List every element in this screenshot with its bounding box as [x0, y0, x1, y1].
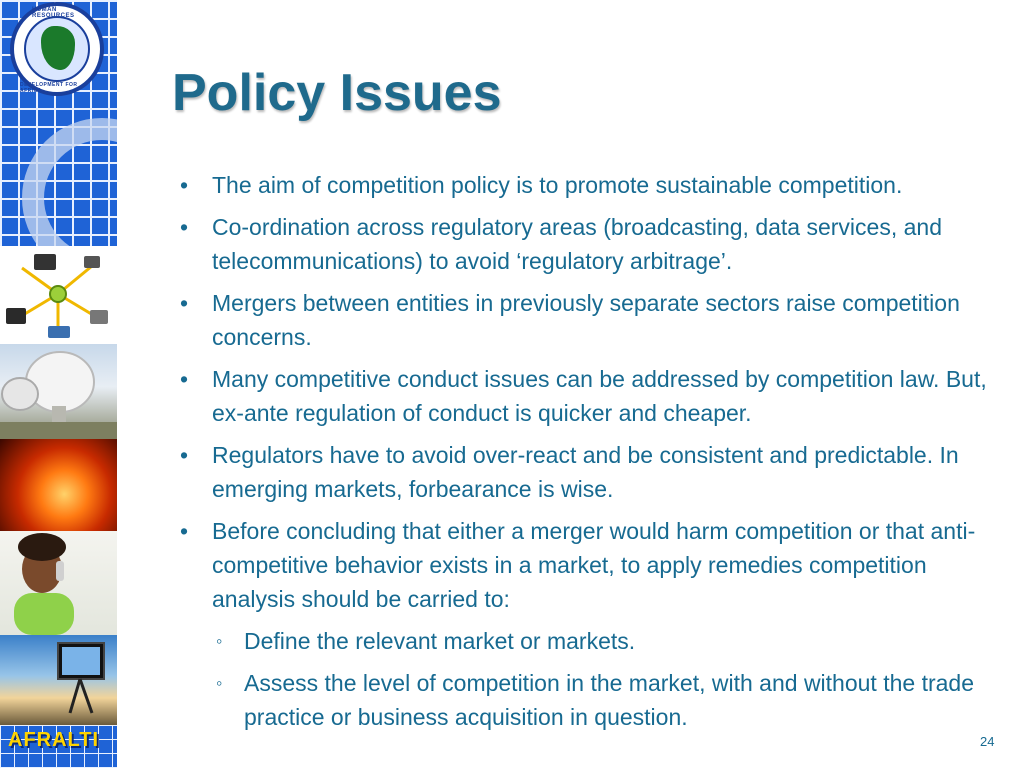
bullet-text: Before concluding that either a merger would harm competition or that anti-competitive behavior exists in a market, to apply remedies competition analysis should be carried to:	[212, 518, 976, 612]
page-number: 24	[980, 734, 995, 749]
sub-bullet-ring-icon: ◦	[216, 631, 223, 651]
tv-screen-icon	[0, 635, 117, 725]
bullet-item	[180, 438, 1000, 506]
bullet-dot-icon: •	[180, 366, 189, 392]
seal-top-text: HUMAN RESOURCES	[32, 7, 75, 19]
person-on-phone-icon	[0, 531, 117, 635]
bullet-item	[180, 286, 1000, 354]
bullet-dot-icon: •	[180, 214, 189, 240]
sub-bullet-ring-icon: ◦	[216, 673, 223, 693]
satellite-dish-image	[0, 344, 117, 439]
bullet-dot-icon: •	[180, 172, 189, 198]
network-devices-image	[0, 246, 117, 344]
blue-grid-panel	[0, 0, 117, 246]
bullet-item	[180, 210, 1000, 278]
slide-title: Policy Issues	[172, 64, 502, 122]
afralti-seal-logo	[10, 2, 104, 96]
sub-bullet-item	[180, 624, 1000, 658]
decorative-arc	[22, 118, 117, 246]
bullet-dot-icon: •	[180, 290, 189, 316]
left-image-strip	[0, 0, 117, 768]
afralti-logo-text: AFRALTI	[8, 729, 100, 751]
fiber-optics-image	[0, 439, 117, 531]
bullet-dot-icon: •	[180, 442, 189, 468]
bullet-text: The aim of competition policy is to promote sustainable competition.	[212, 172, 903, 198]
bullet-text: Many competitive conduct issues can be addressed by competition law. But, ex-ante regulation of conduct is quicker and cheaper.	[212, 366, 987, 426]
bullet-item	[180, 514, 1000, 616]
sub-bullet-item	[180, 666, 1000, 734]
bullet-text: Regulators have to avoid over-react and be consistent and predictable. In emerging markets, forbearance is wise.	[212, 442, 959, 502]
sub-bullet-text: Assess the level of competition in the market, with and without the trade practice or business acquisition in question.	[244, 670, 974, 730]
bullet-item	[180, 168, 1000, 202]
sub-bullet-text: Define the relevant market or markets.	[244, 628, 636, 654]
network-diagram-icon	[0, 246, 117, 344]
bullet-text: Co-ordination across regulatory areas (broadcasting, data services, and telecommunications) to avoid ‘regulatory arbitrage’.	[212, 214, 942, 274]
afralti-brand-bar	[0, 725, 117, 768]
bullet-list	[180, 168, 1000, 742]
seal-bottom-text: DEVELOPMENT FOR AFRICA	[20, 82, 78, 94]
satellite-dish-icon	[0, 344, 117, 439]
sunset-tv-image	[0, 635, 117, 725]
person-on-phone-image	[0, 531, 117, 635]
bullet-item	[180, 362, 1000, 430]
bullet-dot-icon: •	[180, 518, 189, 544]
bullet-text: Mergers between entities in previously separate sectors raise competition concerns.	[212, 290, 960, 350]
